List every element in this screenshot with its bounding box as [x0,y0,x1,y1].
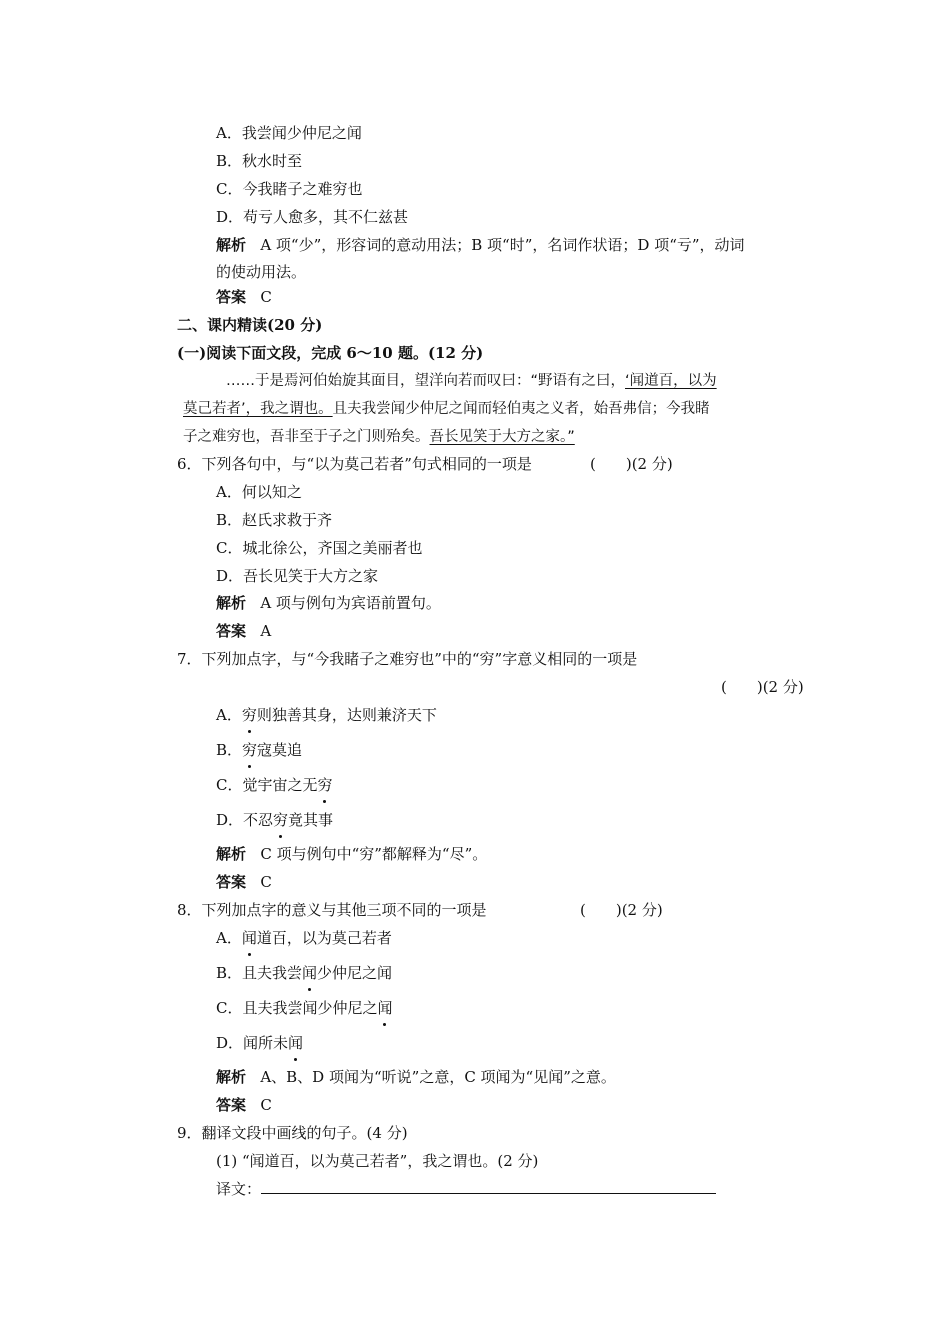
translation-label: 译文： [216,1180,262,1198]
q5-option-a: A．我尝闻少仲尼之闻 [216,124,362,142]
q6-analysis [216,593,441,613]
dotted-char: 闻 [288,1034,304,1052]
q8-option-a: A．闻道百，以为莫己若者 [216,929,392,947]
dotted-char: 穷 [317,776,333,794]
answer-value: C [260,288,272,306]
analysis-text: A、B、D 项闻为“听说”之意，C 项闻为“见闻”之意。 [260,1068,616,1086]
dotted-char: 闻 [377,999,393,1017]
answer-value: C [260,1096,272,1114]
section-title: 二、课内精读(20 分) [177,316,323,334]
q6-option-b: B．赵氏求救于齐 [216,511,333,529]
analysis-text: A 项“少”，形容词的意动用法；B 项“时”，名词作状语；D 项“亏”，动词 [260,236,745,254]
q6-option-c: C．城北徐公，齐国之美丽者也 [216,539,423,557]
q7-option-d: D．不忍穷竟其事 [216,811,334,829]
q7-score: ( )(2 分) [721,678,804,696]
dotted-char: 穷 [242,741,258,759]
analysis-text: C 项与例句中“穷”都解释为“尽”。 [260,845,488,863]
section-subtitle: (一)阅读下面文段，完成 6～10 题。(12 分) [177,344,484,362]
q5-analysis [216,235,745,255]
translation-answer-line[interactable] [261,1179,716,1194]
q6-answer [216,621,271,641]
underlined-sentence: 吾长见笑于大方之家。” [429,429,575,445]
q9-sub1: (1) “闻道百，以为莫己若者”，我之谓也。(2 分) [216,1152,539,1170]
q8-analysis [216,1067,616,1087]
answer-value: A [260,622,272,640]
dotted-char: 闻 [241,929,257,947]
answer-label: 答案 [216,873,247,891]
passage-line-3: 子之难穷也，吾非至于子之门则殆矣。吾长见笑于大方之家。” [183,429,575,445]
q5-answer [216,287,272,307]
analysis-label: 解析 [216,1068,247,1086]
answer-label: 答案 [216,1096,247,1114]
passage-line-1: ……于是焉河伯始旋其面目，望洋向若而叹曰：“野语有之曰，‘闻道百，以为 [226,373,717,389]
q8-answer [216,1095,272,1115]
q8-option-d: D．闻所未闻 [216,1034,304,1052]
answer-label: 答案 [216,622,247,640]
q5-option-d: D．苟亏人愈多，其不仁兹甚 [216,208,409,226]
q5-option-c: C．今我睹子之难穷也 [216,180,363,198]
q6-score: ( )(2 分) [590,455,673,473]
q7-option-c: C．觉宇宙之无穷 [216,776,333,794]
q7-option-b: B．穷寇莫追 [216,741,303,759]
q8-stem: 8．下列加点字的意义与其他三项不同的一项是 [177,901,487,919]
q7-analysis [216,844,487,864]
q8-score: ( )(2 分) [580,901,663,919]
q9-stem: 9．翻译文段中画线的句子。(4 分) [177,1124,408,1142]
analysis-label: 解析 [216,236,247,254]
q6-option-a: A．何以知之 [216,483,302,501]
q9-translation [216,1179,716,1199]
underlined-sentence: 莫己若者’，我之谓也。 [183,401,333,417]
q8-option-c: C．且夫我尝闻少仲尼之闻 [216,999,393,1017]
q7-option-a: A．穷则独善其身，达则兼济天下 [216,706,437,724]
q7-answer [216,872,272,892]
answer-label: 答案 [216,288,247,306]
q5-analysis-cont: 的使动用法。 [216,263,307,281]
dotted-char: 闻 [302,964,318,982]
analysis-label: 解析 [216,845,247,863]
q6-stem: 6．下列各句中，与“以为莫己若者”句式相同的一项是 [177,455,532,473]
q6-option-d: D．吾长见笑于大方之家 [216,567,379,585]
analysis-text: A 项与例句为宾语前置句。 [260,594,441,612]
q8-option-b: B．且夫我尝闻少仲尼之闻 [216,964,393,982]
passage-line-2: 莫己若者’，我之谓也。且夫我尝闻少仲尼之闻而轻伯夷之义者，始吾弗信；今我睹 [183,401,710,417]
answer-value: C [260,873,272,891]
analysis-label: 解析 [216,594,247,612]
q7-stem: 7．下列加点字，与“今我睹子之难穷也”中的“穷”字意义相同的一项是 [177,650,638,668]
underlined-sentence: ‘闻道百，以为 [625,373,717,389]
q5-option-b: B．秋水时至 [216,152,303,170]
dotted-char: 穷 [241,706,257,724]
dotted-char: 穷 [273,811,289,829]
